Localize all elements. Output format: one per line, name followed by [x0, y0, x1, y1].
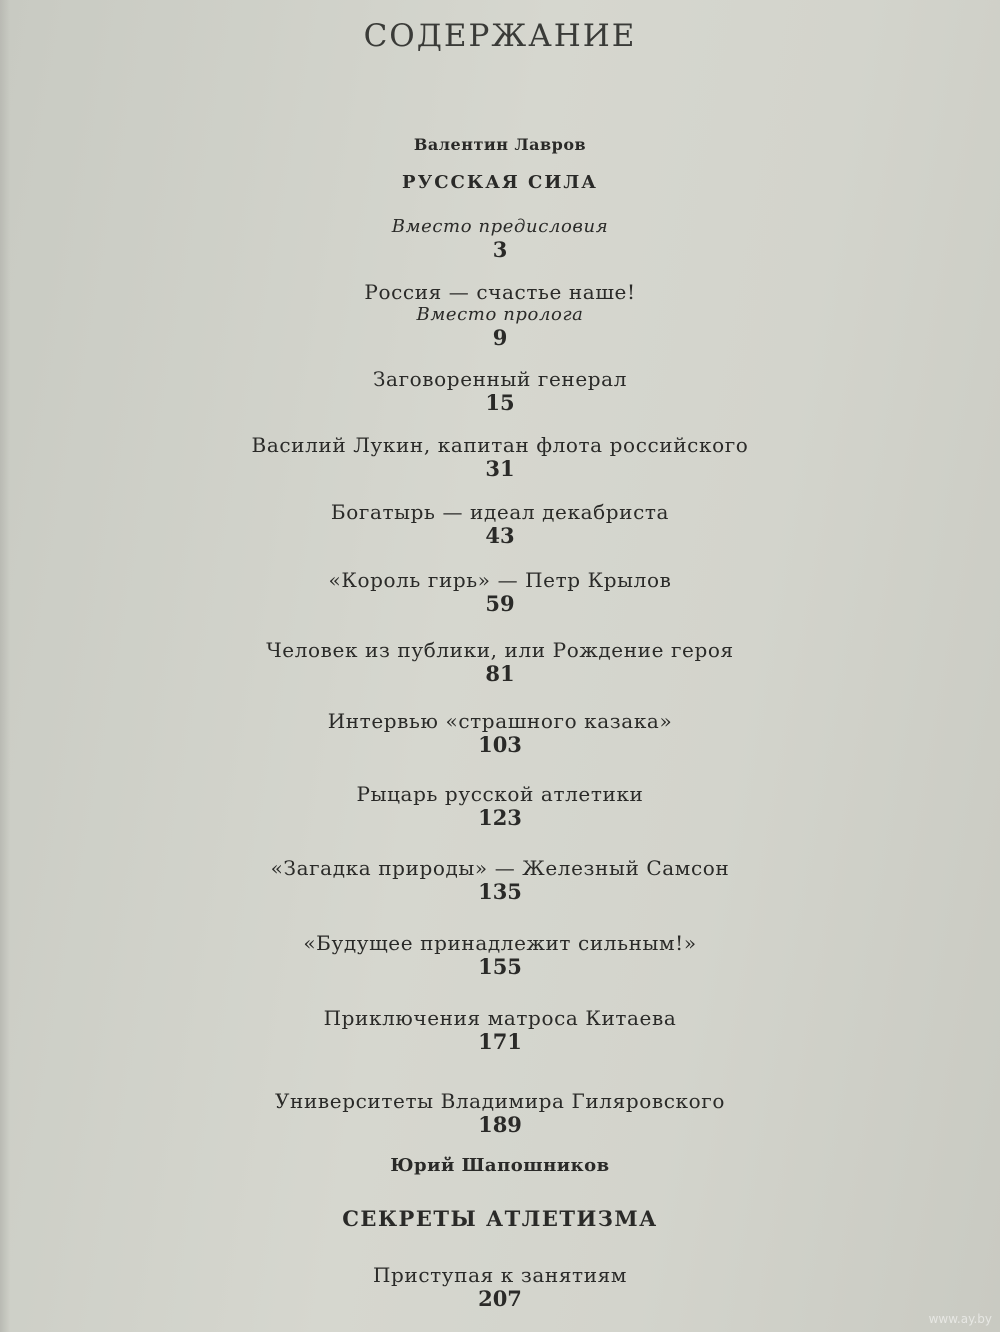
- book-title-sekrety-atletizma: СЕКРЕТЫ АТЛЕТИЗМА: [342, 1206, 658, 1231]
- toc-entry: [0, 367, 1000, 415]
- entry-page: 15: [485, 390, 515, 415]
- entry-title: Приступая к занятиям: [372, 1263, 628, 1287]
- toc-entry: [0, 280, 1000, 350]
- toc-entry: [0, 856, 1000, 904]
- toc-entry: [0, 638, 1000, 686]
- entry-title: Приключения матроса Китаева: [323, 1006, 677, 1030]
- entry-title: Россия — счастье наше!: [364, 280, 636, 304]
- entry-page: 31: [485, 456, 515, 481]
- entry-title: Заговоренный генерал: [372, 367, 628, 391]
- entry-title: «Король гирь» — Петр Крылов: [328, 568, 672, 592]
- author-shaposhnikov: Юрий Шапошников: [390, 1155, 610, 1176]
- toc-entry: [0, 709, 1000, 757]
- entry-page: 3: [492, 237, 508, 262]
- entry-title: Университеты Владимира Гиляровского: [275, 1089, 725, 1113]
- entry-page: 59: [485, 591, 515, 616]
- toc-entry: [0, 433, 1000, 481]
- entry-title: Василий Лукин, капитан флота российского: [251, 433, 749, 457]
- toc-entry: [0, 1263, 1000, 1311]
- watermark-text: www.ay.by: [928, 1312, 992, 1326]
- entry-subtitle: Вместо предисловия: [391, 216, 609, 237]
- toc-entry: [0, 1006, 1000, 1054]
- entry-title: Человек из публики, или Рождение героя: [266, 638, 734, 662]
- entry-title: «Будущее принадлежит сильным!»: [303, 931, 697, 955]
- entry-page: 9: [492, 325, 508, 350]
- toc-entry: [0, 216, 1000, 262]
- entry-page: 207: [478, 1286, 522, 1311]
- author-lavrov: Валентин Лавров: [413, 135, 587, 154]
- entry-page: 103: [478, 732, 522, 757]
- toc-entry: [0, 931, 1000, 979]
- entry-page: 189: [478, 1112, 522, 1137]
- toc-entry: [0, 568, 1000, 616]
- entry-subtitle: Вместо пролога: [416, 304, 584, 325]
- entry-title: Интервью «страшного казака»: [327, 709, 673, 733]
- toc-entry: [0, 1089, 1000, 1137]
- page-title: СОДЕРЖАНИЕ: [363, 18, 637, 54]
- toc-entry: [0, 500, 1000, 548]
- entry-title: Рыцарь русской атлетики: [356, 782, 644, 806]
- entry-page: 43: [485, 523, 515, 548]
- entry-title: Богатырь — идеал декабриста: [330, 500, 670, 524]
- book-title-russkaya-sila: РУССКАЯ СИЛА: [402, 172, 598, 193]
- entry-page: 171: [478, 1029, 522, 1054]
- entry-page: 135: [478, 879, 522, 904]
- entry-page: 81: [485, 661, 515, 686]
- toc-entry: [0, 782, 1000, 830]
- entry-page: 123: [478, 805, 522, 830]
- entry-page: 155: [478, 954, 522, 979]
- entry-title: «Загадка природы» — Железный Самсон: [270, 856, 730, 880]
